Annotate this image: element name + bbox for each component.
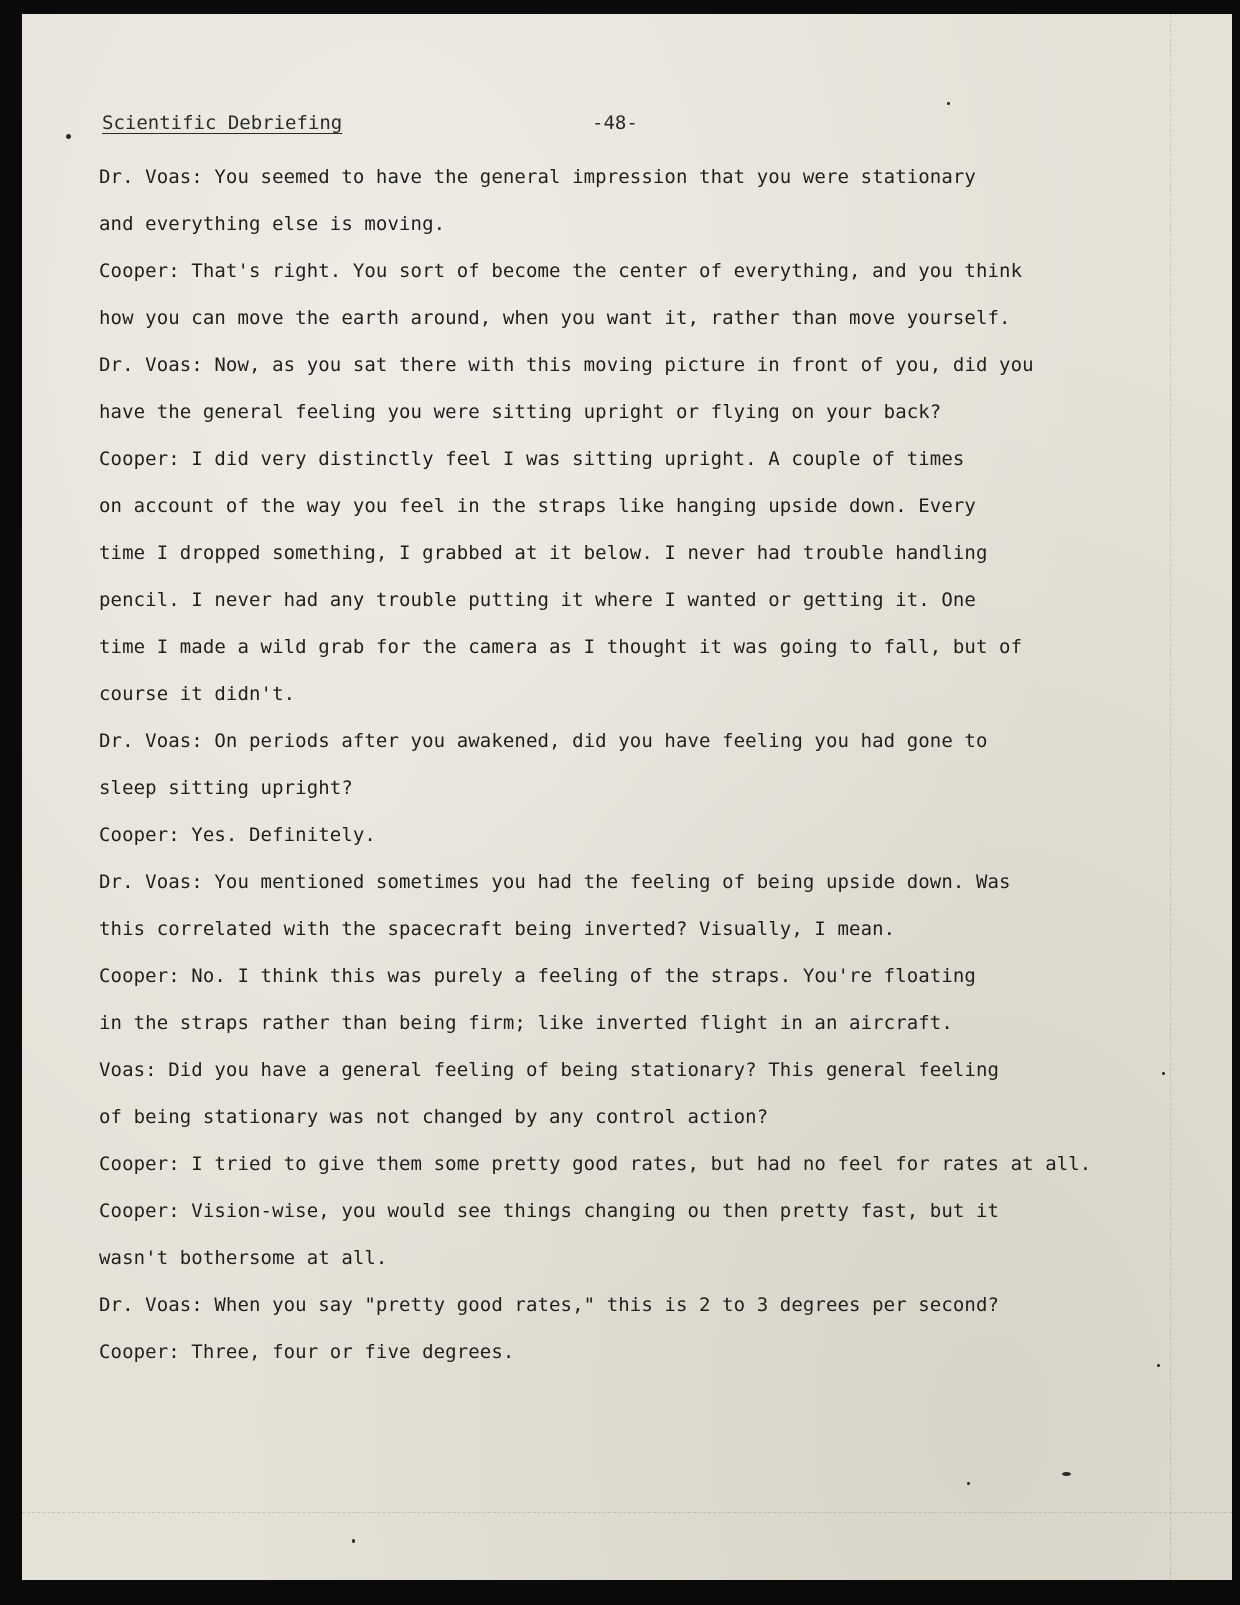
transcript-line: Voas: Did you have a general feeling of being stationary? This general feeling — [99, 1059, 1000, 1081]
transcript-line: Dr. Voas: When you say "pretty good rates," this is 2 to 3 degrees per second? — [99, 1294, 1000, 1316]
section-title: Scientific Debriefing — [102, 112, 343, 134]
transcript-line: in the straps rather than being firm; like inverted flight in an aircraft. — [99, 1012, 953, 1034]
transcript-line: Cooper: Three, four or five degrees. — [99, 1341, 515, 1363]
ink-speck — [1062, 1472, 1071, 1476]
transcript-line: course it didn't. — [99, 683, 296, 705]
fold-mark-horizontal — [22, 1512, 1232, 1513]
transcript-line: Cooper: I tried to give them some pretty good rates, but had no feel for rates at all. — [99, 1153, 1092, 1175]
transcript-line: Dr. Voas: You mentioned sometimes you had the feeling of being upside down. Was — [99, 871, 1011, 893]
transcript-line: time I dropped something, I grabbed at it below. I never had trouble handling — [99, 542, 988, 564]
transcript-line: have the general feeling you were sitting upright or flying on your back? — [99, 401, 942, 423]
ink-speck — [967, 1482, 970, 1485]
page-header — [22, 112, 1232, 142]
ink-speck — [947, 102, 950, 105]
transcript-line: and everything else is moving. — [99, 213, 446, 235]
transcript-line: of being stationary was not changed by any control action? — [99, 1106, 769, 1128]
ink-speck — [352, 1539, 355, 1543]
transcript-line: Cooper: Vision-wise, you would see things changing ou then pretty fast, but it — [99, 1200, 1000, 1222]
transcript-line: sleep sitting upright? — [99, 777, 353, 799]
transcript-line: pencil. I never had any trouble putting it where I wanted or getting it. One — [99, 589, 976, 611]
paper-sheet — [22, 14, 1232, 1580]
transcript-line: Cooper: That's right. You sort of become the center of everything, and you think — [99, 260, 1023, 282]
transcript-line: Dr. Voas: You seemed to have the general impression that you were stationary — [99, 166, 976, 188]
transcript-line: this correlated with the spacecraft being inverted? Visually, I mean. — [99, 918, 896, 940]
transcript-line: Cooper: Yes. Definitely. — [99, 824, 376, 846]
transcript-line: Dr. Voas: On periods after you awakened, did you have feeling you had gone to — [99, 730, 988, 752]
transcript-body — [99, 154, 1179, 1376]
transcript-line: on account of the way you feel in the straps like hanging upside down. Every — [99, 495, 976, 517]
transcript-line: wasn't bothersome at all. — [99, 1247, 388, 1269]
transcript-line: time I made a wild grab for the camera as I thought it was going to fall, but of — [99, 636, 1023, 658]
transcript-line: how you can move the earth around, when you want it, rather than move yourself. — [99, 307, 1011, 329]
transcript-line: Dr. Voas: Now, as you sat there with this moving picture in front of you, did you — [99, 354, 1034, 376]
page-number: -48- — [592, 112, 638, 134]
transcript-line: Cooper: I did very distinctly feel I was sitting upright. A couple of times — [99, 448, 965, 470]
transcript-line: Cooper: No. I think this was purely a feeling of the straps. You're floating — [99, 965, 976, 987]
